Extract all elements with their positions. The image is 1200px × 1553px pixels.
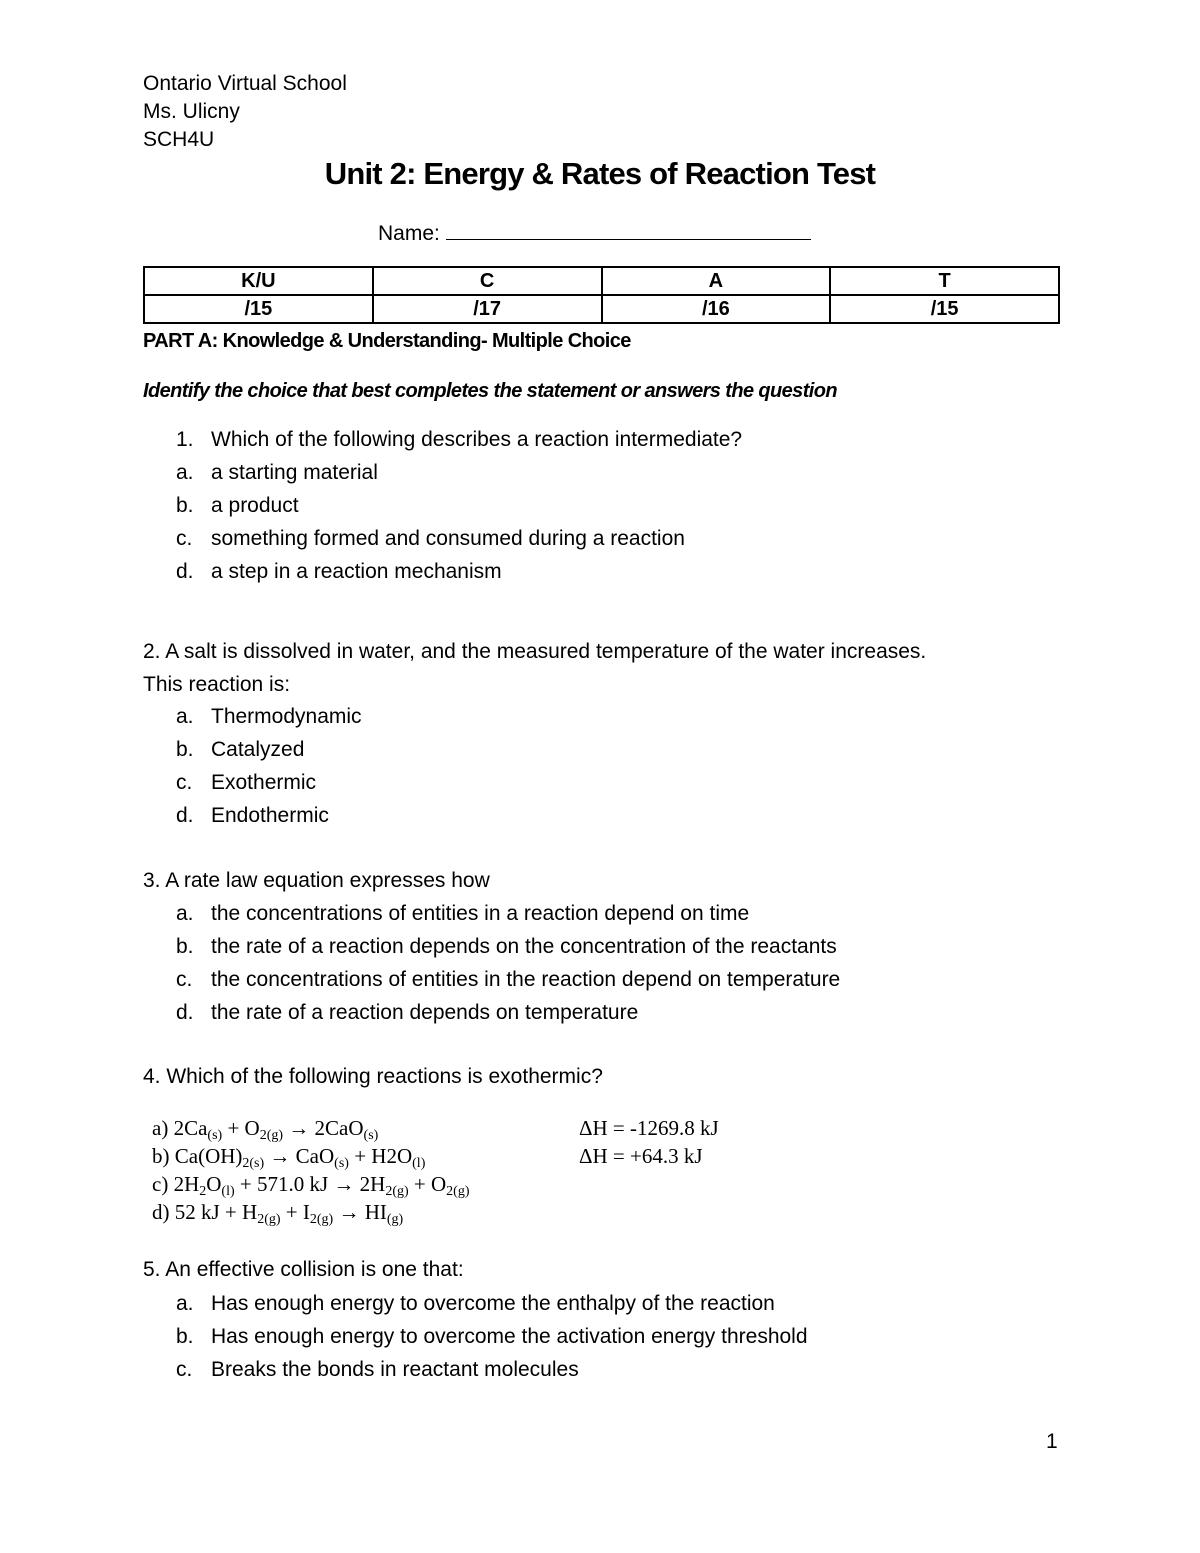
marks-header-c: C — [373, 267, 602, 295]
option-label: c. — [176, 527, 193, 550]
equation-text: d) 52 kJ + $H_{2(g)} + I_{2(g)} \to HI_{(g)}$ — [152, 1200, 404, 1227]
document-header — [143, 70, 347, 154]
marks-value-ku: /15 — [144, 295, 373, 323]
option-label: b. — [176, 1325, 194, 1348]
equation-row — [152, 1142, 703, 1171]
option-text: Has enough energy to overcome the activation energy threshold — [211, 1325, 808, 1348]
option-label: b. — [176, 494, 194, 517]
name-blank-line[interactable] — [446, 221, 811, 240]
enthalpy-value: ΔH = +64.3 kJ — [579, 1144, 703, 1168]
teacher-name: Ms. Ulicny — [143, 100, 240, 123]
option-b[interactable] — [176, 930, 840, 963]
question-4 — [143, 1060, 603, 1093]
option-label: d. — [176, 804, 194, 827]
question-text: An effective collision is one that: — [165, 1258, 464, 1281]
option-text: a product — [211, 494, 299, 517]
question-2-options — [176, 700, 362, 832]
option-text: a step in a reaction mechanism — [211, 560, 502, 583]
name-label: Name: — [378, 222, 440, 245]
question-1-options — [176, 456, 685, 588]
marks-value-c: /17 — [373, 295, 602, 323]
marks-header-ku: K/U — [144, 267, 373, 295]
equation-row — [152, 1198, 469, 1226]
option-label: b. — [176, 935, 194, 958]
name-field-row — [378, 221, 811, 246]
option-label: c. — [176, 968, 193, 991]
enthalpy-value: ΔH = -1269.8 kJ — [579, 1116, 719, 1140]
question-text: A rate law equation expresses how — [165, 869, 490, 892]
option-text: the rate of a reaction depends on temperature — [211, 1001, 639, 1024]
option-label: d. — [176, 1001, 194, 1024]
option-label: d. — [176, 560, 194, 583]
marks-header-row — [144, 267, 1059, 295]
equation-text: c) $2H_2O_{(l)} + 571.0$ kJ → $2H_{2(g)} + O_{2(g)}$ — [152, 1172, 470, 1199]
option-text: the rate of a reaction depends on the concentration of the reactants — [211, 935, 837, 958]
option-label: c. — [176, 771, 193, 794]
option-b[interactable] — [176, 489, 685, 522]
option-text: Catalyzed — [211, 738, 305, 761]
question-5-options — [176, 1287, 808, 1386]
page-title: Unit 2: Energy & Rates of Reaction Test — [324, 156, 876, 191]
marks-header-t: T — [830, 267, 1059, 295]
course-code: SCH4U — [143, 128, 215, 151]
option-text: Breaks the bonds in reactant molecules — [211, 1358, 579, 1381]
option-text: Exothermic — [211, 771, 317, 794]
option-b[interactable] — [176, 1320, 808, 1353]
marks-value-a: /16 — [602, 295, 831, 323]
part-a-heading: PART A: Knowledge & Understanding- Multiple Choice — [143, 330, 631, 352]
option-a[interactable] — [176, 1287, 808, 1320]
question-number: 5. — [143, 1258, 161, 1281]
question-number: 3. — [143, 869, 161, 892]
option-label: a. — [176, 902, 194, 925]
option-text: the concentrations of entities in a reaction depend on time — [211, 902, 750, 925]
equation-text: b) $Ca(OH)_{2(s)} \to CaO_{(s)} + H2O_{(l)}$ — [152, 1144, 426, 1171]
option-label: a. — [176, 461, 194, 484]
option-d[interactable] — [176, 996, 840, 1029]
option-c[interactable] — [176, 963, 840, 996]
option-text: a starting material — [211, 461, 378, 484]
page-number: 1 — [1046, 1430, 1058, 1453]
option-text: Has enough energy to overcome the enthalpy of the reaction — [211, 1292, 775, 1315]
option-d[interactable] — [176, 799, 362, 832]
option-label: a. — [176, 1292, 194, 1315]
reaction-equations — [152, 1114, 719, 1227]
option-c[interactable] — [176, 766, 362, 799]
marks-header-a: A — [602, 267, 831, 295]
option-a[interactable] — [176, 456, 685, 489]
option-b[interactable] — [176, 733, 362, 766]
equation-text: a) $2Ca_{(s)} + O_{2(g)} \to 2CaO_{(s)}$ — [152, 1116, 379, 1143]
option-c[interactable] — [176, 1353, 808, 1386]
option-a[interactable] — [176, 897, 840, 930]
option-text: Thermodynamic — [211, 705, 362, 728]
equation-row — [152, 1114, 719, 1143]
option-c[interactable] — [176, 522, 685, 555]
question-number: 4. — [143, 1065, 161, 1088]
question-5 — [143, 1253, 464, 1286]
equation-row — [152, 1170, 469, 1198]
question-3 — [143, 864, 490, 897]
marks-value-row — [144, 295, 1059, 323]
question-text: Which of the following describes a reaction intermediate? — [211, 428, 743, 451]
question-2 — [143, 635, 926, 701]
school-name: Ontario Virtual School — [143, 72, 347, 95]
question-1 — [176, 423, 742, 456]
question-number: 2. — [143, 640, 161, 663]
question-text: Which of the following reactions is exothermic? — [166, 1065, 603, 1088]
marks-table — [143, 266, 1060, 324]
question-text-continued: This reaction is: — [143, 673, 291, 696]
part-a-instructions: Identify the choice that best completes the statement or answers the question — [143, 380, 837, 402]
question-3-options — [176, 897, 840, 1029]
marks-value-t: /15 — [830, 295, 1059, 323]
option-a[interactable] — [176, 700, 362, 733]
option-text: the concentrations of entities in the reaction depend on temperature — [211, 968, 841, 991]
option-label: a. — [176, 705, 194, 728]
question-number: 1. — [176, 428, 194, 451]
option-text: something formed and consumed during a reaction — [211, 527, 685, 550]
option-label: c. — [176, 1358, 193, 1381]
question-text: A salt is dissolved in water, and the measured temperature of the water increases. — [165, 640, 927, 663]
option-label: b. — [176, 738, 194, 761]
option-text: Endothermic — [211, 804, 329, 827]
option-d[interactable] — [176, 555, 685, 588]
